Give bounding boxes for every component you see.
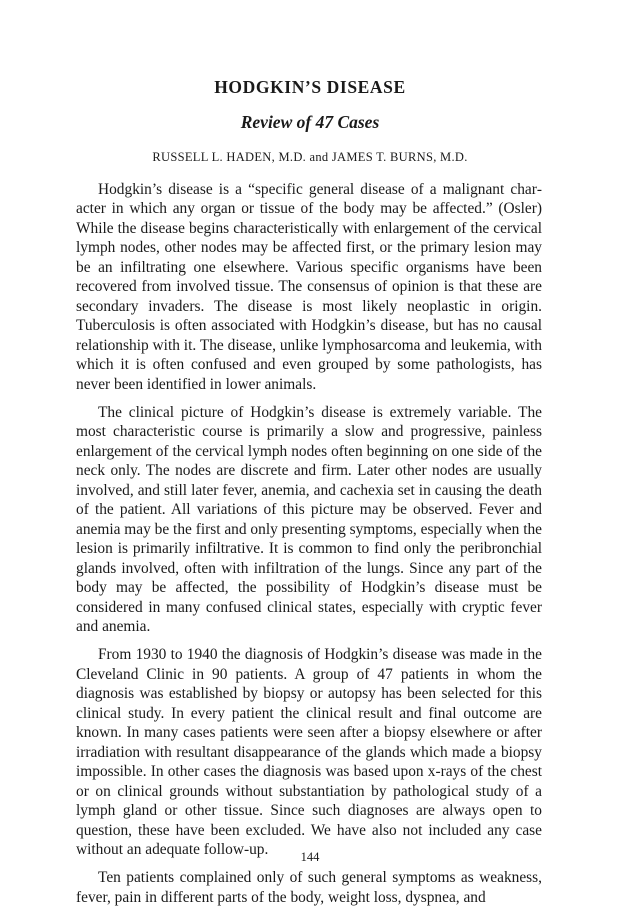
body-paragraph: From 1930 to 1940 the diagnosis of Hodgkin’s disease was made in the Cleveland Clinic in 90 patients. A group of 47 patients in whom the diagnosis was established by biopsy or autopsy has been selected for this clinical study. In every patient the clinical result and final outcome are known. In many cases patients were seen after a biopsy elsewhere or after irradiation with resultant disappearance of the glands which made a biopsy impossible. In other cases the diagnosis was based upon x-rays of the chest or on clinical grounds without substantiation by pathological study of a lymph gland or other tissue. Since such diagnoses are always open to question, these have been excluded. We have also not included any case without an adequate follow-up. xyxy=(76,646,542,858)
article-title: HODGKIN’S DISEASE xyxy=(214,77,406,97)
page-number: 144 xyxy=(300,850,320,864)
body-paragraph: Hodgkin’s disease is a “specific general disease of a malignant character in which any organ or tissue of the body may be affected.” (Osler) While the disease begins characteristically with enlargement of the cervical lymph nodes, other nodes may be affected first, or the primary lesion may be an infiltrating one elsewhere. Various specific organisms have been recovered from involved tissue. The consensus of opinion is that these are secondary invaders. The disease is most likely neoplastic in origin. Tuberculosis is often associated with Hodgkin’s disease, but has no causal relationship with it. The disease, unlike lymphosarcoma and leukemia, with which it is often confused and even grouped by some pathologists, has never been identified in lower animals. xyxy=(76,181,542,393)
article-authors: RUSSELL L. HADEN, M.D. and JAMES T. BURNS, M.D. xyxy=(152,150,468,164)
article-subtitle: Review of 47 Cases xyxy=(240,112,380,132)
article-body xyxy=(76,180,542,916)
body-paragraph: Ten patients complained only of such general symptoms as weakness, fever, pain in different parts of the body, weight loss, dyspnea, and xyxy=(76,869,542,906)
body-paragraph: The clinical picture of Hodgkin’s disease is extremely variable. The most characteristic course is primarily a slow and progressive, painless enlargement of the cervical lymph nodes often beginning on one side of the neck only. The nodes are discrete and firm. Later other nodes are usually involved, and still later fever, anemia, and cachexia set in causing the death of the patient. All variations of this picture may be observed. Fever and anemia may be the first and only presenting symptoms, especially when the lesion is primarily infiltrative. It is common to find only the peribronchial glands involved, often with infiltration of the lungs. Since any part of the body may be affected, the possibility of Hodgkin’s disease must be considered in many confused clinical states, especially with cryptic fever and anemia. xyxy=(76,403,542,635)
